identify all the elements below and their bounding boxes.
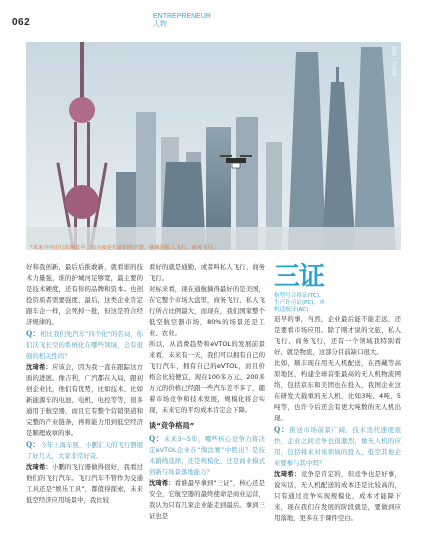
answer-text: 应该会，因为我一直在跟踪这方面的进展。像吉利，广汽都在入局，跟初创企业比，他们有优势，比如技术、比如新能源车的电池、电机、电控等等，很多通用于航空器，而且它有整个营销渠道和完整的产业链条，再将能力用到低空经济是顺理成章的事。 bbox=[26, 363, 144, 437]
answer-text: 看谁最早拿到“三证”，核心还是安全，它航空器的最终使命是商业运营，我认为只有几家企业能走到最后。拿到三证也是 bbox=[149, 479, 266, 520]
section-label-cn: 人物 bbox=[153, 21, 167, 28]
hero-photo bbox=[26, 42, 401, 250]
interview-answer bbox=[274, 469, 401, 524]
pullquote-big: 三证 bbox=[274, 262, 325, 292]
pullquote-note-line: 生产许可证(PC)、单 bbox=[274, 300, 325, 306]
speaker-label: 沈琦希： bbox=[149, 479, 175, 487]
pullquote-note bbox=[274, 293, 401, 314]
interview-question bbox=[149, 433, 265, 478]
speaker-label: 沈琦希： bbox=[274, 470, 301, 478]
interview-answer bbox=[26, 362, 143, 439]
pullquote-note-line: 指型号合格证(TC)、 bbox=[274, 293, 325, 299]
section-label bbox=[153, 13, 211, 29]
interview-question bbox=[274, 424, 401, 469]
body-paragraph: 对标来看，现在通航摘得最好的是美国，在它整个市场大盘里，商务飞行、私人飞行所占比例最大，而现在，我们国家整个低空航空器市场，80%的场景还是工业、农业。 bbox=[149, 285, 265, 337]
body-paragraph: 所以，从消费趋势和eVTOL的发展前景来看，未来有一天，我们可以拥有自己的飞行汽车，拥有自己的eVTOL，而且价格会比较便宜，现在100多万元、200多万元的价格已经跟一些汽车差不多了，随着市场竞争和技术发展，规模化将会实现，未来它的平均成本肯定会下降。 bbox=[149, 340, 265, 414]
question-mark: Q： bbox=[274, 425, 290, 434]
question-text: 今年上海车展，小鹏汇天的飞行器展了好几天，大家非常好奇。 bbox=[26, 441, 144, 460]
answer-text: 小鹏的飞行器做得很好，我看过他们的飞行汽车。飞行汽车不管作为交通工具还是“娱乐工具”，都值得探索，未来低空经济应用场景中，我比较 bbox=[26, 463, 144, 504]
text-column-3 bbox=[274, 262, 401, 524]
question-mark: Q： bbox=[26, 440, 41, 449]
question-mark: Q： bbox=[26, 329, 41, 338]
section-label-en: ENTREPRENEUR bbox=[153, 13, 211, 20]
interview-question bbox=[26, 328, 143, 362]
question-text: 推送市场前景广阔，技术迭代速度很快，企业之间竞争也很激烈，像无人机的应用，包括将来对该领域的投入，低空其他企业要参与其中吗？ bbox=[274, 426, 401, 467]
interview-answer bbox=[149, 478, 265, 522]
question-text: 未来3~5年，哪些核心竞争力将决定eVTOL企业在“淘汰赛”中胜出？是技术路线选择，还是规模化、还是商业模式创新与场景落地能力？ bbox=[149, 435, 265, 476]
pullquote-note-line: 机适航证(AC) bbox=[274, 307, 309, 313]
question-mark: Q： bbox=[149, 434, 164, 443]
page-number: 062 bbox=[12, 17, 31, 28]
body-paragraph: 看好的就是通勤，或者叫私人飞行、商务飞行。 bbox=[149, 263, 265, 282]
body-paragraph: 好和我创新，最后后推敢新，就看谁的技术力量强，谁的护城河足够宽，最主要的是技术硬度，还有你的品牌和资本。也创投资质者需要强度，最后，这类企业肯定跟车企一样，会死掉一批，但这是符合经济规律的。 bbox=[26, 263, 143, 326]
answer-text: 竞争是肯定的，但竞争也是好事，说实话，无人机配送的成本还是比较高的，只有通过竞争实现规模化，成本才能降下来，现在我们在发展的阶段就是，要做到应用落地，更多在于课件空白。 bbox=[274, 470, 402, 522]
interview-answer bbox=[26, 462, 143, 506]
photo-credit: 摄影｜余东游 bbox=[391, 46, 397, 76]
pullquote bbox=[274, 262, 401, 314]
text-column-1 bbox=[26, 262, 143, 506]
text-column-2 bbox=[149, 262, 265, 522]
body-paragraph: 迟早的事，当然，企业最后能不能走远，还是要看市场应用。除了刚才说的文旅、私人飞行、商务飞行，还有一个领域我特别看好，就是物流，这部分目前缺口很大。 bbox=[274, 315, 401, 356]
body-paragraph: 比如，顺丰现在用无人机配送，在西藏等高原地区，构建全球首张最高的无人机物流网络，包括京东和美团也在投入，我国企业这在研发大载重的无人机，比如3吨、4吨、5吨等，也许今后还会有更大吨数的无人机出现。 bbox=[274, 359, 401, 422]
skyline-illustration bbox=[26, 42, 401, 250]
photo-caption: *未来空中出行的场景中，抬头便是忙碌的航空器，就像因私人飞行、商务飞行。 bbox=[30, 245, 219, 251]
speaker-label: 沈琦希： bbox=[26, 363, 53, 371]
section-subhead: 谈“竞争格局” bbox=[149, 421, 195, 430]
speaker-label: 沈琦希： bbox=[26, 463, 53, 471]
question-text: 相比我们先汽车“四个化”的名词，你们沃飞长空的系统化在哪些领域，会有很强的相关性吗？ bbox=[26, 330, 143, 360]
interview-question bbox=[26, 439, 143, 462]
